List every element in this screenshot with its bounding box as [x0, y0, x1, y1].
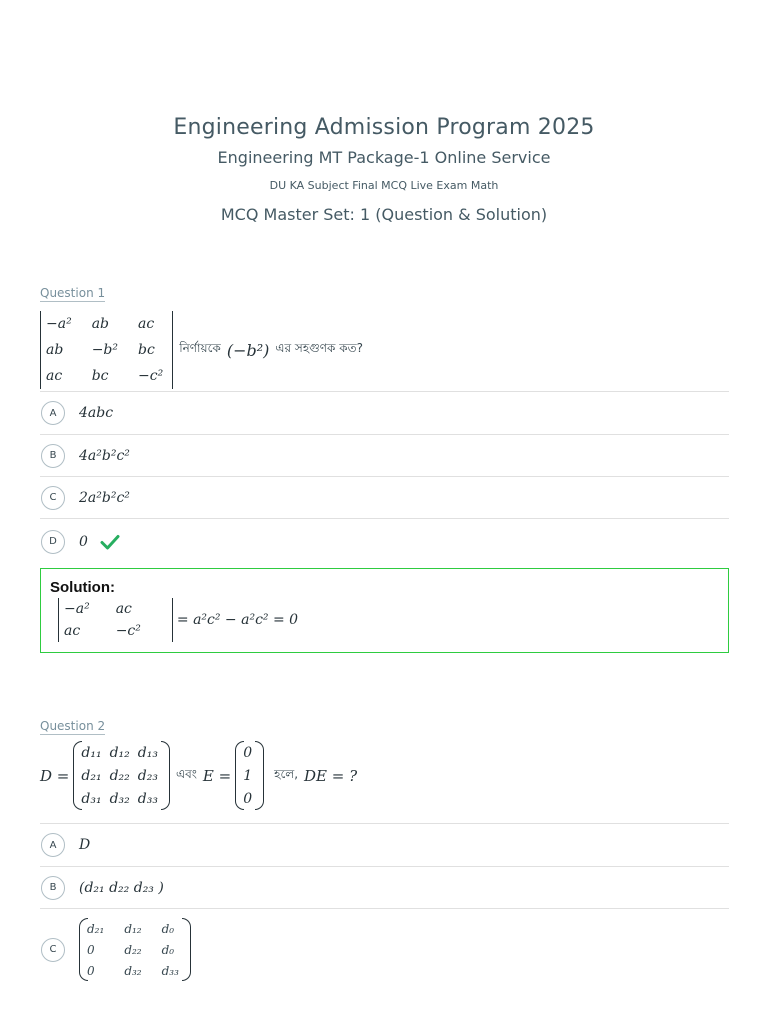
e-matrix: 0 1 0 — [235, 741, 264, 810]
stem-element: (−b²) — [226, 340, 270, 360]
option-letter: A — [41, 401, 65, 425]
option-a[interactable] — [40, 391, 729, 434]
option-text: 4abc — [79, 405, 114, 421]
question-label: Question 2 — [40, 719, 106, 733]
question-1 — [40, 282, 729, 389]
option-c[interactable] — [40, 908, 729, 990]
question-2 — [40, 715, 729, 810]
page-header — [0, 112, 768, 227]
solution-box — [40, 568, 729, 653]
option-letter: C — [41, 938, 65, 962]
e-prefix: E = — [202, 766, 232, 785]
option-text: D — [79, 837, 91, 853]
stem-text-before: নির্ণায়কে — [179, 341, 221, 355]
solution-title: Solution: — [50, 579, 115, 596]
option-matrix: d₂₁ d₁₂ d₀ 0 d₂₂ d₀ 0 d₃₂ d₃₃ — [79, 918, 191, 981]
solution-determinant — [58, 598, 173, 642]
set-title: MCQ Master Set: 1 (Question & Solution) — [220, 205, 548, 224]
determinant — [40, 311, 173, 389]
option-letter: C — [41, 486, 65, 510]
determinant-matrix: −a² ab ac ab −b² bc ac bc −c² — [46, 316, 164, 384]
question-label: Question 1 — [40, 286, 106, 300]
and-word: এবং — [175, 766, 197, 781]
then-word: হলে, — [274, 766, 299, 781]
option-c[interactable] — [40, 476, 729, 518]
solution-equation — [58, 598, 719, 642]
option-b[interactable] — [40, 434, 729, 476]
option-text: 4a²b²c² — [79, 447, 130, 464]
option-text: (d₂₁ d₂₂ d₂₃ ) — [79, 879, 164, 896]
ask-text: DE = ? — [304, 766, 358, 785]
program-title: Engineering Admission Program 2025 — [173, 115, 595, 140]
question-stem — [40, 741, 729, 810]
option-text: 2a²b²c² — [79, 489, 130, 506]
solution-matrix: −a² ac ac −c² — [64, 601, 141, 639]
check-icon — [100, 532, 120, 552]
option-letter: B — [41, 444, 65, 468]
options-q1 — [40, 391, 729, 564]
option-text: 0 — [79, 533, 88, 550]
option-a[interactable] — [40, 823, 729, 866]
option-b[interactable] — [40, 866, 729, 908]
question-stem — [40, 311, 729, 389]
d-prefix: D = — [40, 766, 70, 785]
stem-text-after: এর সহগুণক কত? — [275, 341, 364, 355]
d-matrix: d₁₁ d₁₂ d₁₃ d₂₁ d₂₂ d₂₃ d₃₁ d₃₂ d₃₃ — [73, 741, 170, 810]
package-subtitle: Engineering MT Package-1 Online Service — [217, 148, 551, 167]
option-letter: B — [41, 876, 65, 900]
option-letter: A — [41, 833, 65, 857]
solution-result: = a²c² − a²c² = 0 — [176, 612, 299, 628]
exam-name: DU KA Subject Final MCQ Live Exam Math — [269, 179, 499, 192]
option-d[interactable] — [40, 518, 729, 564]
options-q2 — [40, 823, 729, 990]
option-letter: D — [41, 530, 65, 554]
